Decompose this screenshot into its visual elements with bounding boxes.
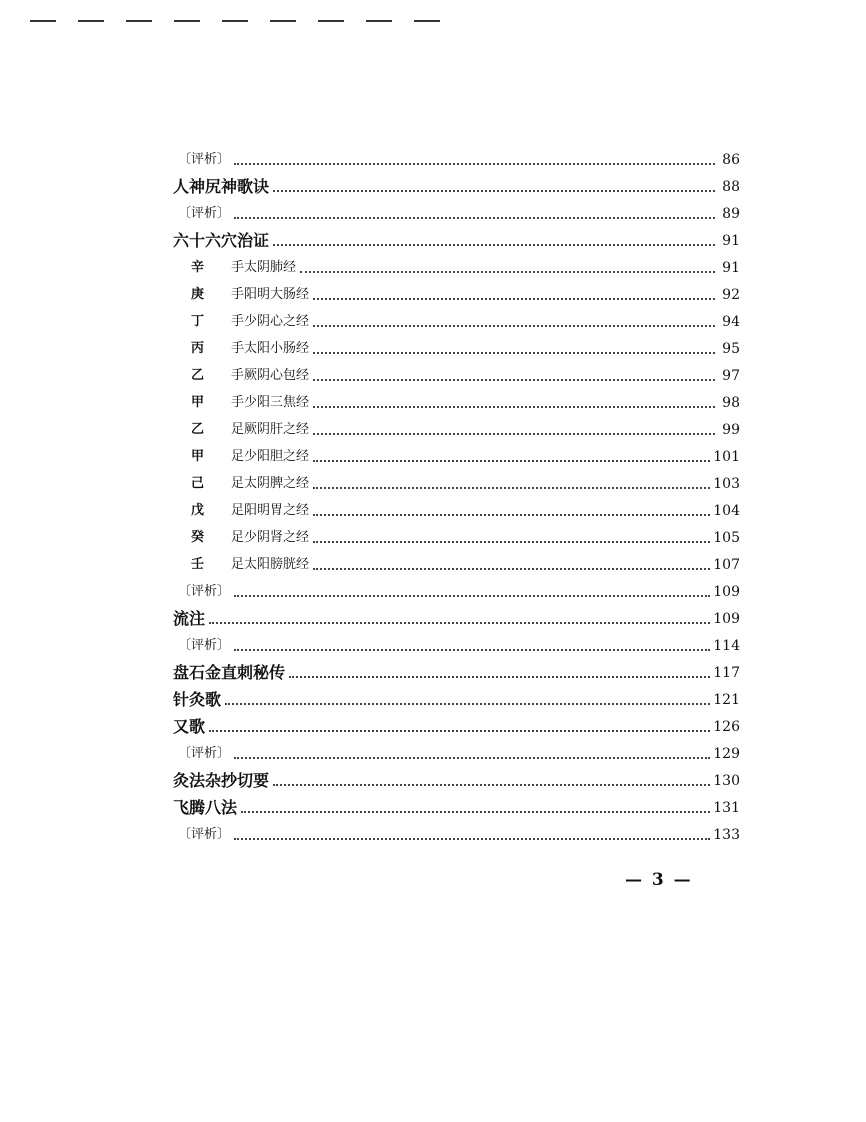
toc-entry-page: 107 (713, 557, 740, 573)
toc-entry-title (173, 204, 230, 224)
toc-entry-title (173, 312, 309, 332)
entry-title-text: 足少阳胆之经 (231, 449, 310, 464)
dot-leader (234, 595, 710, 597)
dot-leader (289, 676, 710, 678)
toc-entry-page: 130 (713, 773, 740, 789)
dot-leader (300, 271, 715, 273)
toc-entry-title (173, 582, 230, 602)
toc-entry[interactable] (173, 656, 740, 683)
toc-entry-title (173, 528, 309, 548)
toc-entry-page: 114 (713, 638, 740, 654)
toc-entry[interactable] (173, 629, 740, 656)
toc-entry[interactable] (173, 575, 740, 602)
toc-entry-title (173, 690, 221, 710)
dot-leader (313, 352, 715, 354)
dot-leader (273, 190, 715, 192)
entry-title-text: 〔评析〕 (178, 638, 231, 653)
table-of-contents (173, 143, 740, 845)
toc-entry-title (173, 177, 269, 197)
toc-entry[interactable] (173, 386, 740, 413)
entry-title-text: 〔评析〕 (178, 152, 231, 167)
toc-entry[interactable] (173, 251, 740, 278)
toc-entry[interactable] (173, 548, 740, 575)
toc-entry[interactable] (173, 710, 740, 737)
heavenly-stem: 癸 (191, 530, 205, 545)
toc-entry-page: 103 (713, 476, 740, 492)
entry-title-text: 人神尻神歌诀 (173, 177, 270, 196)
toc-entry[interactable] (173, 197, 740, 224)
dot-leader (313, 433, 715, 435)
dot-leader (313, 379, 715, 381)
heavenly-stem: 乙 (191, 422, 205, 437)
toc-entry-page: 89 (722, 206, 740, 222)
entry-title-text: 手太阳小肠经 (231, 341, 310, 356)
heavenly-stem: 甲 (191, 395, 205, 410)
entry-title-text: 足太阴脾之经 (231, 476, 310, 491)
dot-leader (234, 649, 710, 651)
heavenly-stem: 丙 (191, 341, 205, 356)
toc-entry-page: 92 (722, 287, 740, 303)
toc-entry-title (173, 393, 309, 413)
entry-title-text: 手阳明大肠经 (231, 287, 310, 302)
toc-entry-page: 95 (722, 341, 740, 357)
page-number: — 3 — (625, 870, 693, 890)
toc-entry-title (173, 420, 309, 440)
dot-leader (241, 811, 710, 813)
toc-entry-page: 94 (722, 314, 740, 330)
toc-entry[interactable] (173, 818, 740, 845)
toc-entry-page: 104 (713, 503, 740, 519)
toc-entry-page: 131 (713, 800, 740, 816)
toc-entry-title (173, 366, 309, 386)
toc-entry-page: 126 (713, 719, 740, 735)
toc-entry-title (173, 663, 285, 683)
toc-entry-title (173, 555, 309, 575)
entry-title-text: 又歌 (173, 717, 206, 736)
toc-entry[interactable] (173, 143, 740, 170)
toc-entry-title (173, 285, 309, 305)
heavenly-stem: 己 (191, 476, 205, 491)
toc-entry-page: 86 (722, 152, 740, 168)
entry-title-text: 手太阴肺经 (231, 260, 297, 275)
entry-title-text: 〔评析〕 (178, 827, 231, 842)
dot-leader (234, 217, 715, 219)
toc-entry-page: 109 (713, 611, 740, 627)
toc-entry-title (173, 609, 205, 629)
heavenly-stem: 壬 (191, 557, 205, 572)
toc-entry-page: 98 (722, 395, 740, 411)
toc-entry-page: 105 (713, 530, 740, 546)
entry-title-text: 手少阴心之经 (231, 314, 310, 329)
toc-entry-title (173, 798, 237, 818)
toc-entry[interactable] (173, 494, 740, 521)
toc-entry-title (173, 447, 309, 467)
toc-entry-title (173, 501, 309, 521)
entry-title-text: 足太阳膀胱经 (231, 557, 310, 572)
toc-entry-page: 133 (713, 827, 740, 843)
toc-entry-title (173, 717, 205, 737)
dot-leader (313, 406, 715, 408)
heavenly-stem: 丁 (191, 314, 205, 329)
toc-entry[interactable] (173, 521, 740, 548)
toc-entry-page: 109 (713, 584, 740, 600)
toc-entry[interactable] (173, 683, 740, 710)
toc-entry-title (173, 744, 230, 764)
entry-title-text: 足少阴肾之经 (231, 530, 310, 545)
entry-title-text: 手厥阴心包经 (231, 368, 310, 383)
entry-title-text: 盘石金直刺秘传 (173, 663, 286, 682)
entry-title-text: 〔评析〕 (178, 584, 231, 599)
toc-entry-title (173, 231, 269, 251)
dot-leader (313, 568, 710, 570)
entry-title-text: 手少阳三焦经 (231, 395, 310, 410)
toc-entry-page: 97 (722, 368, 740, 384)
toc-entry[interactable] (173, 359, 740, 386)
dot-leader (234, 163, 715, 165)
toc-entry[interactable] (173, 224, 740, 251)
toc-entry[interactable] (173, 467, 740, 494)
dot-leader (209, 730, 710, 732)
dot-leader (313, 325, 715, 327)
dot-leader (313, 514, 710, 516)
toc-entry-title (173, 771, 269, 791)
entry-title-text: 足阳明胃之经 (231, 503, 310, 518)
toc-entry-page: 88 (722, 179, 740, 195)
entry-title-text: 〔评析〕 (178, 746, 231, 761)
toc-entry-title (173, 258, 296, 278)
toc-entry-title (173, 150, 230, 170)
entry-title-text: 流注 (173, 609, 206, 628)
header-rule (30, 20, 440, 22)
toc-entry-page: 91 (722, 260, 740, 276)
toc-entry[interactable] (173, 413, 740, 440)
toc-entry-page: 101 (713, 449, 740, 465)
toc-entry-page: 117 (713, 665, 740, 681)
dot-leader (273, 784, 710, 786)
dot-leader (209, 622, 710, 624)
toc-entry[interactable] (173, 737, 740, 764)
toc-entry[interactable] (173, 764, 740, 791)
toc-entry[interactable] (173, 602, 740, 629)
toc-entry[interactable] (173, 791, 740, 818)
dot-leader (313, 541, 710, 543)
heavenly-stem: 乙 (191, 368, 205, 383)
entry-title-text: 飞腾八法 (173, 798, 238, 817)
toc-entry-page: 99 (722, 422, 740, 438)
dot-leader (273, 244, 715, 246)
heavenly-stem: 庚 (191, 287, 205, 302)
dot-leader (234, 757, 710, 759)
toc-entry-page: 121 (713, 692, 740, 708)
entry-title-text: 足厥阴肝之经 (231, 422, 310, 437)
dot-leader (313, 298, 715, 300)
toc-entry-page: 129 (713, 746, 740, 762)
toc-entry-title (173, 474, 309, 494)
entry-title-text: 灸法杂抄切要 (173, 771, 270, 790)
toc-entry-title (173, 825, 230, 845)
toc-entry-page: 91 (722, 233, 740, 249)
dot-leader (313, 460, 710, 462)
heavenly-stem: 辛 (191, 260, 205, 275)
entry-title-text: 六十六穴治证 (173, 231, 270, 250)
toc-entry[interactable] (173, 305, 740, 332)
heavenly-stem: 戊 (191, 503, 205, 518)
entry-title-text: 〔评析〕 (178, 206, 231, 221)
toc-entry[interactable] (173, 440, 740, 467)
entry-title-text: 针灸歌 (173, 690, 222, 709)
heavenly-stem: 甲 (191, 449, 205, 464)
toc-entry[interactable] (173, 332, 740, 359)
dot-leader (234, 838, 710, 840)
dot-leader (313, 487, 710, 489)
toc-entry[interactable] (173, 278, 740, 305)
dot-leader (225, 703, 710, 705)
toc-entry[interactable] (173, 170, 740, 197)
toc-entry-title (173, 636, 230, 656)
toc-entry-title (173, 339, 309, 359)
